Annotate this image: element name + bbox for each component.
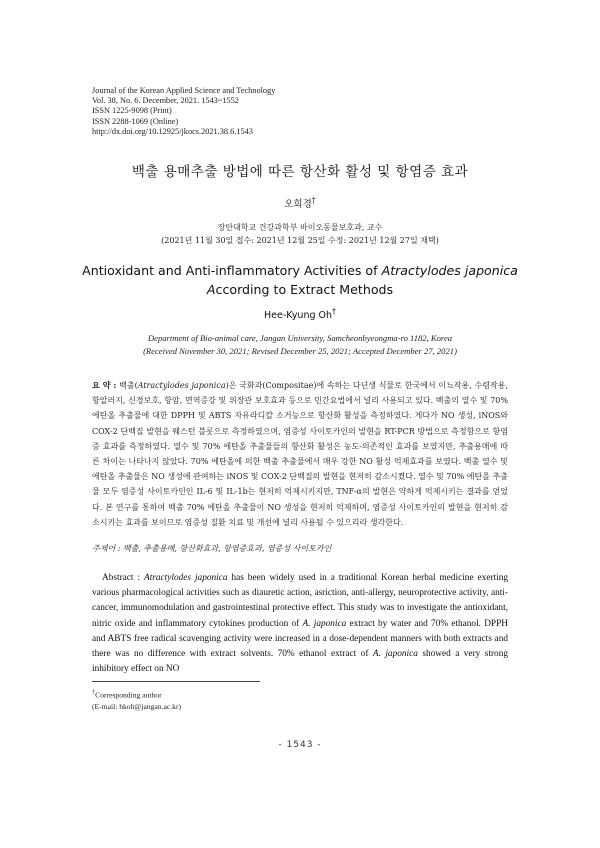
- doi-link[interactable]: http://dx.doi.org/10.12925/jkocs.2021.38.6.1543: [92, 126, 253, 136]
- title-english-line-2-rest: ccording to Extract Methods: [215, 282, 394, 297]
- abstract-english-species-1: Atractylodes japonica: [144, 573, 228, 583]
- abstract-korean: [92, 378, 508, 530]
- abstract-korean-text-start: 백출(: [116, 381, 138, 390]
- page-number: - 1543 -: [278, 740, 322, 750]
- issn-online: ISSN 2288-1069 (Online): [92, 116, 179, 126]
- abstract-english-species-2: A. japonica: [302, 618, 347, 629]
- author-english-name: Hee-Kyung Oh: [264, 310, 333, 322]
- corresponding-mark: †: [311, 196, 316, 205]
- dates-korean: (2021년 11월 30일 접수: 2021년 12월 25일 수정: 2021년 12월 27일 채택): [161, 236, 439, 245]
- footnote: [92, 687, 181, 713]
- title-english-line-2-initial: A: [206, 282, 216, 297]
- title-korean: 백출 용매추출 방법에 따른 항산화 활성 및 항염증 효과: [131, 164, 469, 180]
- title-english-prefix: Antioxidant and Anti-inflammatory Activities of: [82, 263, 382, 278]
- abstract-korean-text-body: )은 국화과(Compositae)에 속하는 다년생 식물로 한국에서 이뇨작용, 수렴작용, 항알러지, 신경보호, 항암, 면역증강 및 위장관 보호효과 등으로 민간요법에서 널리 사용되고 있다. 백출의 열수 및 70% 에탄올 추출물에 대한 DPPH 및 ABTS 자유라디칼 소거능으로 항산화 활성을 측정하였다. 게다가 NO 생성, iNOS와 COX-2 단백질 발현을 웨스턴 블롯으로 측정하였으며, 염증성 사이토카인의 발현을 RT-PCR 방법으로 측정함으로 항염증 효과를 측정하였다. 열수 및 70% 에탄올 추출물들의 항산화 활성은 농도-의존적인 효과를 보였지만, 추출용매에 따른 차이는 나타나지 않았다. 70% 에탄올에 의한 백출 추출물에서 매우 강한 NO 활성 억제효과를 보였다. 백출 열수 및 에탄올 추출물은 NO 생성에 관여하는 iNOS 및 COX-2 단백질의 발현을 현저히 감소시켰다. 열수 및 70% 에탄올 추출물 모두 염증성 사이토카인인 IL-6 및 IL-1b는 현저히 억제시키지만, TNF-α의 발현은 약하게 억제시키는 결과를 얻었다. 본 연구를 통하여 백출 70% 에탄올 추출물이 NO 생성을 현저히 억제하며, 염증성 사이토카인의 발현을 현저히 감소시키는 효과를 보이므로 염증성 질환 치료 및 개선에 널리 사용될 수 있으리라 생각한다.: [92, 381, 508, 527]
- title-english-line-1: [0, 261, 600, 280]
- footnote-email[interactable]: (E-mail: hkoh@jangan.ac.kr): [92, 702, 182, 712]
- keywords-korean: 주제어 : 백출, 추출용매, 항산화효과, 항염증효과, 염증성 사이토카인: [92, 544, 332, 553]
- author-korean-name: 오희경: [284, 199, 312, 211]
- abstract-korean-label: 요 약 :: [92, 380, 117, 390]
- abstract-english-text-2: has been widely used in a traditional Korean herbal medicine exerting various pharmacological activities such as diauretic action, asriction, anti-allergy, neuroprotective activity, anti-cancer, immunomodulation and gastrointestinal protective effect. This study was to investigate the antioxidant, nitric oxide and inflammatory cytokines production of: [92, 573, 509, 629]
- corresponding-mark-english: †: [332, 307, 336, 316]
- title-english: [0, 261, 600, 299]
- abstract-english-species-3: A. japonica: [372, 649, 418, 660]
- title-english-species: Atractylodes japonica: [381, 263, 518, 278]
- affiliation-korean: 장안대학교 건강과학부 바이오동물보호과, 교수: [217, 223, 383, 232]
- footnote-corresponding: [92, 687, 181, 701]
- journal-name: Journal of the Korean Applied Science and Technology: [92, 86, 276, 95]
- abstract-korean-species: Atractylodes japonica: [137, 381, 226, 390]
- footnote-mark: †: [92, 689, 96, 696]
- affiliation-english: Department of Bio-animal care, Jangan University, Samcheonbyeongma-ro 1182, Korea: [147, 333, 453, 343]
- abstract-english: [92, 571, 508, 677]
- abstract-english-text-3: extract by water and 70% ethanol. DPPH and ABTS free radical scavenging activity were increased in a dose-dependent manners with both extracts and there was no difference with extract solvents. 70% ethanol extract of: [92, 618, 508, 660]
- journal-volume: Vol. 38, No. 6. December, 2021. 1543~1552: [92, 96, 239, 106]
- footnote-label: Corresponding author: [95, 690, 162, 700]
- dates-english: (Received November 30, 2021; Revised December 25, 2021; Accepted December 27, 2021): [143, 346, 457, 356]
- abstract-english-text-4: showed a very strong inhibitory effect on NO: [92, 649, 508, 675]
- title-english-line-2: [0, 280, 600, 299]
- author-korean: [0, 196, 600, 210]
- footnote-divider: [92, 681, 260, 682]
- issn-print: ISSN 1225-9098 (Print): [92, 106, 172, 116]
- author-english: [0, 307, 600, 321]
- abstract-english-label: Abstract :: [102, 573, 141, 583]
- journal-info: [92, 86, 275, 137]
